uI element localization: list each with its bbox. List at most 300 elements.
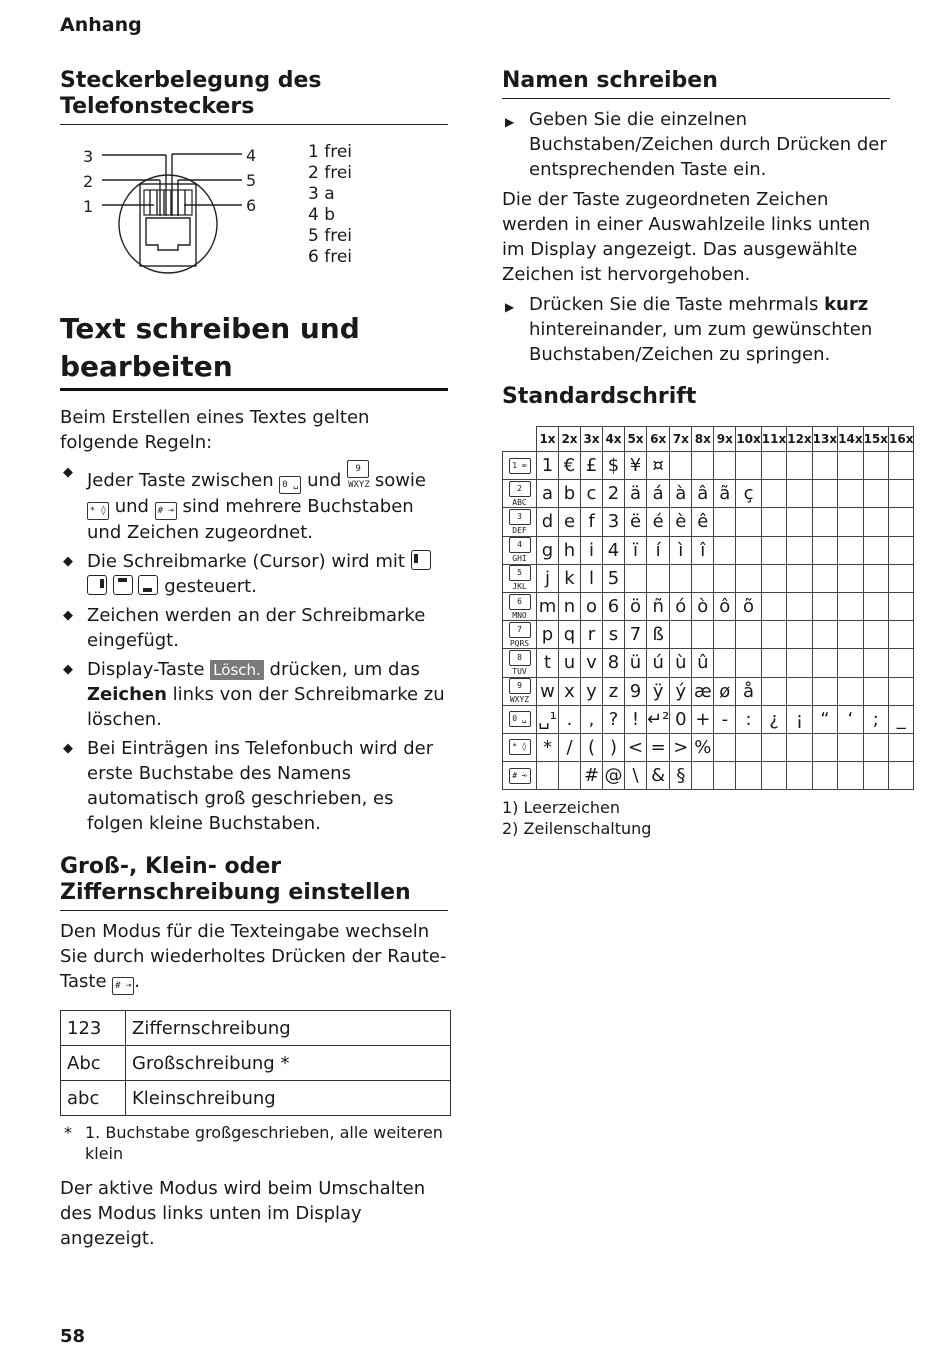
char-cell [761,452,786,480]
char-cell [692,621,714,649]
char-cell [863,480,888,508]
key-cell [503,621,537,649]
mode-table [60,1010,451,1116]
key-star-icon: * ◊ [87,502,109,520]
char-cell [692,452,714,480]
connector-diagram [78,140,278,275]
column-header: 9x [714,427,736,452]
char-cell: ê [692,508,714,536]
names-para: Die der Taste zugeordneten Zeichen werden in einer Auswahlzeile links unten im Display angezeigt. Das ausgewählte Zeichen ist hervorgehoben. [502,189,871,285]
char-cell [761,592,786,620]
char-cell [787,480,812,508]
char-cell: ¤ [647,452,670,480]
char-cell: ¡ [787,705,812,733]
char-cell: @ [603,762,625,790]
char-cell [863,508,888,536]
char-cell: \ [625,762,647,790]
column-header: 15x [863,427,888,452]
char-cell: 7 [625,621,647,649]
pin-label-1: 1 [83,197,94,216]
char-cell: v [581,649,603,677]
char-cell: ë [625,508,647,536]
char-cell [761,762,786,790]
mode-label: Ziffernschreibung [126,1011,451,1046]
char-cell [736,508,761,536]
char-cell: < [625,733,647,761]
pinout-section [60,68,448,125]
char-cell [692,762,714,790]
pinout-title: Steckerbelegung des Telefonsteckers [60,68,448,125]
char-cell: % [692,733,714,761]
char-cell: k [559,564,581,592]
mode-section-title: Groß-, Klein- oder Ziffernschreibung einstellen [60,854,448,911]
key-cell [503,508,537,536]
char-cell: ì [670,536,692,564]
pin-label-5: 5 [246,171,257,190]
char-cell: ␣¹ [537,705,559,733]
char-cell [812,564,837,592]
char-cell [889,564,914,592]
rule-item: ◆ Zeichen werden an der Schreibmarke eingefügt. [63,605,426,651]
char-cell [736,536,761,564]
mode-label: Kleinschreibung [126,1081,451,1116]
table-row [503,564,914,592]
char-cell [625,564,647,592]
char-cell: > [670,733,692,761]
char-cell [863,452,888,480]
char-cell [761,536,786,564]
table-notes [502,797,651,839]
table-row [503,452,914,480]
page-number: 58 [60,1326,86,1347]
table-row [503,508,914,536]
char-cell: = [647,733,670,761]
char-cell: o [581,592,603,620]
column-header: 12x [787,427,812,452]
char-cell: € [559,452,581,480]
char-cell [670,564,692,592]
keypad-key-icon: 4 GHI [509,537,531,553]
char-cell [537,762,559,790]
column-header: 3x [581,427,603,452]
char-cell: õ [736,592,761,620]
char-cell: m [537,592,559,620]
char-cell: é [647,508,670,536]
char-cell [736,564,761,592]
char-cell [863,536,888,564]
char-cell: + [692,705,714,733]
char-cell [838,452,863,480]
char-cell: t [537,649,559,677]
keypad-key-icon: 1 ∞ [509,458,531,474]
char-cell: * [537,733,559,761]
text-intro: Beim Erstellen eines Textes gelten folgende Regeln: [60,407,370,453]
char-cell [714,536,736,564]
keypad-key-icon: 9 WXYZ [509,678,531,694]
char-cell: y [581,677,603,705]
char-cell: r [581,621,603,649]
char-cell: ÿ [647,677,670,705]
char-cell: ↵² [647,705,670,733]
char-cell [812,733,837,761]
char-cell: ô [714,592,736,620]
char-cell [838,480,863,508]
column-header: 1x [537,427,559,452]
char-cell [812,649,837,677]
char-cell [889,621,914,649]
char-cell: ï [625,536,647,564]
char-cell: 4 [603,536,625,564]
key-cell [503,564,537,592]
char-cell [714,621,736,649]
key-cell [503,762,537,790]
note: 1) Leerzeichen [502,798,621,817]
char-cell: q [559,621,581,649]
char-cell: á [647,480,670,508]
char-cell: ø [714,677,736,705]
table-header-row [503,427,914,452]
char-cell: a [537,480,559,508]
column-header: 7x [670,427,692,452]
char-cell [889,508,914,536]
key-9-icon: 9 WXYZ [347,460,369,478]
keypad-key-icon: 0 ␣ [509,711,531,727]
table-row [61,1081,451,1116]
char-cell: î [692,536,714,564]
char-cell: ä [625,480,647,508]
char-cell: 8 [603,649,625,677]
char-cell: ! [625,705,647,733]
char-cell: d [537,508,559,536]
mode-intro: Den Modus für die Texteingabe wechseln Sie durch wiederholtes Drücken der Raute-Taste # ⊸ . [60,919,448,995]
key-hash-icon: # ⊸ [112,977,134,995]
table-row [61,1011,451,1046]
pin-label-2: 2 [83,172,94,191]
char-cell [812,592,837,620]
char-cell [670,452,692,480]
char-cell [838,536,863,564]
char-cell: ö [625,592,647,620]
key-cell [503,705,537,733]
mode-code: 123 [61,1011,126,1046]
char-cell [812,621,837,649]
step-item: ▶ Drücken Sie die Taste mehrmals kurz hintereinander, um zum gewünschten Buchstaben/Zeichen zu springen. [505,294,873,365]
char-cell [787,677,812,705]
char-cell: æ [692,677,714,705]
char-cell: ¿ [761,705,786,733]
char-cell [761,564,786,592]
char-cell [863,677,888,705]
char-cell: x [559,677,581,705]
names-section [502,68,890,372]
char-cell [714,733,736,761]
keypad-key-icon: 3 DEF [509,509,531,525]
table-row [503,705,914,733]
char-cell: å [736,677,761,705]
char-cell [787,536,812,564]
char-cell [838,621,863,649]
pin-label-3: 3 [83,147,94,166]
char-cell: 6 [603,592,625,620]
column-header: 5x [625,427,647,452]
char-cell: ç [736,480,761,508]
char-cell [787,649,812,677]
char-cell [647,564,670,592]
char-cell [559,762,581,790]
pin-assignment: 2 frei [308,163,353,183]
mode-code: Abc [61,1046,126,1081]
keypad-key-icon: * ◊ [509,739,531,755]
pin-assignment: 5 frei [308,226,353,246]
char-cell: 0 [670,705,692,733]
char-cell [838,564,863,592]
char-cell [761,677,786,705]
column-header: 16x [889,427,914,452]
char-cell: ü [625,649,647,677]
char-cell [863,621,888,649]
column-header: 11x [761,427,786,452]
column-header: 4x [603,427,625,452]
char-cell [889,536,914,564]
mode-code: abc [61,1081,126,1116]
pin-assignment: 1 frei [308,142,353,162]
note: 2) Zeilenschaltung [502,819,652,838]
column-header: 2x [559,427,581,452]
mode-outro: Der aktive Modus wird beim Umschalten des Modus links unten im Display angezeigt. [60,1178,426,1249]
pin-assignment-list [308,142,352,268]
char-cell [761,508,786,536]
char-cell: z [603,677,625,705]
char-cell [812,452,837,480]
char-cell: à [670,480,692,508]
char-cell: s [603,621,625,649]
char-cell: l [581,564,603,592]
text-section-title: Text schreiben und bearbeiten [60,310,448,391]
keypad-key-icon: # ⊸ [509,768,531,784]
pin-assignment: 3 a [308,184,335,204]
char-cell [787,508,812,536]
keypad-key-icon: 2 ABC [509,481,531,497]
nav-right-icon [87,575,107,595]
char-cell: g [537,536,559,564]
pin-assignment: 6 frei [308,247,353,267]
char-cell [838,677,863,705]
char-cell [838,762,863,790]
names-section-title: Namen schreiben [502,68,890,99]
mode-footnote: * 1. Buchstabe großgeschrieben, alle weiteren klein [64,1123,443,1163]
keypad-key-icon: 7 PQRS [509,622,531,638]
char-cell [889,480,914,508]
char-cell: ý [670,677,692,705]
table-row [503,677,914,705]
char-cell: ; [863,705,888,733]
char-cell [787,592,812,620]
char-cell [889,733,914,761]
nav-left-icon [411,550,431,570]
char-cell: / [559,733,581,761]
table-row [61,1046,451,1081]
char-cell [787,733,812,761]
char-cell: f [581,508,603,536]
char-cell: ‘ [838,705,863,733]
char-cell [838,508,863,536]
char-cell: ú [647,649,670,677]
key-cell [503,536,537,564]
char-cell: h [559,536,581,564]
standard-title: Standardschrift [502,384,697,409]
char-cell [761,649,786,677]
running-header: Anhang [60,14,142,36]
rule-item: ◆ Display-Taste Lösch. drücken, um das Zeichen links von der Schreibmarke zu löschen. [63,659,445,730]
column-header: 13x [812,427,837,452]
char-cell: ñ [647,592,670,620]
char-cell [863,762,888,790]
keypad-key-icon: 8 TUV [509,650,531,666]
keypad-key-icon: 6 MNO [509,594,531,610]
char-cell: í [647,536,670,564]
char-cell: ) [603,733,625,761]
char-cell: j [537,564,559,592]
char-cell [761,621,786,649]
table-row [503,592,914,620]
char-cell [714,452,736,480]
char-cell: & [647,762,670,790]
char-cell: “ [812,705,837,733]
char-cell [812,536,837,564]
key-cell [503,649,537,677]
char-cell [692,564,714,592]
char-cell: £ [581,452,603,480]
char-cell [863,649,888,677]
char-cell: ó [670,592,692,620]
key-hash-icon: # ⊸ [155,502,177,520]
char-cell [787,564,812,592]
char-cell: § [670,762,692,790]
char-cell: n [559,592,581,620]
char-cell: - [714,705,736,733]
table-row [503,733,914,761]
char-cell [863,564,888,592]
column-header: 8x [692,427,714,452]
char-cell: , [581,705,603,733]
char-cell [736,762,761,790]
nav-up-icon [113,575,133,595]
text-section [60,310,448,840]
char-cell: : [736,705,761,733]
char-cell [812,677,837,705]
column-header: 10x [736,427,761,452]
rule-item: ◆ Die Schreibmarke (Cursor) wird mit gesteuert. [60,549,448,599]
display-key-loesch: Lösch. [210,660,264,680]
char-cell: i [581,536,603,564]
char-cell: ò [692,592,714,620]
character-table [502,426,914,790]
char-cell [714,508,736,536]
char-cell [736,733,761,761]
pin-label-6: 6 [246,196,257,215]
char-cell [736,452,761,480]
mode-section [60,854,448,995]
char-cell: p [537,621,559,649]
char-cell [761,480,786,508]
table-row [503,649,914,677]
table-row [503,621,914,649]
column-header: 14x [838,427,863,452]
char-cell: û [692,649,714,677]
char-cell [889,762,914,790]
table-row [503,480,914,508]
nav-down-icon [138,575,158,595]
char-cell: # [581,762,603,790]
char-cell [838,733,863,761]
char-cell [863,733,888,761]
char-cell: â [692,480,714,508]
char-cell [889,649,914,677]
table-row [503,762,914,790]
char-cell: 9 [625,677,647,705]
char-cell: 5 [603,564,625,592]
mode-label: Großschreibung * [126,1046,451,1081]
char-cell: w [537,677,559,705]
char-cell: . [559,705,581,733]
char-cell [714,762,736,790]
char-cell: ¥ [625,452,647,480]
char-cell [889,452,914,480]
rule-item: ◆ Jeder Taste zwischen 0 ␣ und 9 WXYZ sowie * ◊ und # ⊸ sind mehrere Buchstaben und Zeichen zugeordnet. [60,460,448,545]
corner-cell [503,427,537,452]
char-cell [812,508,837,536]
char-cell [714,649,736,677]
char-cell: ? [603,705,625,733]
key-cell [503,452,537,480]
char-cell [863,592,888,620]
char-cell [736,649,761,677]
char-cell: ß [647,621,670,649]
char-cell: ã [714,480,736,508]
char-cell: b [559,480,581,508]
char-cell: c [581,480,603,508]
char-cell: ( [581,733,603,761]
char-cell [838,592,863,620]
char-cell: u [559,649,581,677]
key-cell [503,480,537,508]
char-cell: _ [889,705,914,733]
char-cell: è [670,508,692,536]
char-cell [787,452,812,480]
char-cell: 2 [603,480,625,508]
char-cell [812,480,837,508]
char-cell: 3 [603,508,625,536]
key-cell [503,733,537,761]
step-item: ▶ Geben Sie die einzelnen Buchstaben/Zeichen durch Drücken der entsprechenden Taste ein. [505,109,887,180]
pin-assignment: 4 b [308,205,336,225]
key-0-icon: 0 ␣ [279,476,301,494]
key-cell [503,592,537,620]
char-cell: $ [603,452,625,480]
char-cell [714,564,736,592]
char-cell [812,762,837,790]
char-cell [736,621,761,649]
char-cell [787,621,812,649]
char-cell: ù [670,649,692,677]
char-cell [889,677,914,705]
keypad-key-icon: 5 JKL [509,565,531,581]
table-row [503,536,914,564]
char-cell: e [559,508,581,536]
char-cell [761,733,786,761]
key-cell [503,677,537,705]
char-cell [889,592,914,620]
